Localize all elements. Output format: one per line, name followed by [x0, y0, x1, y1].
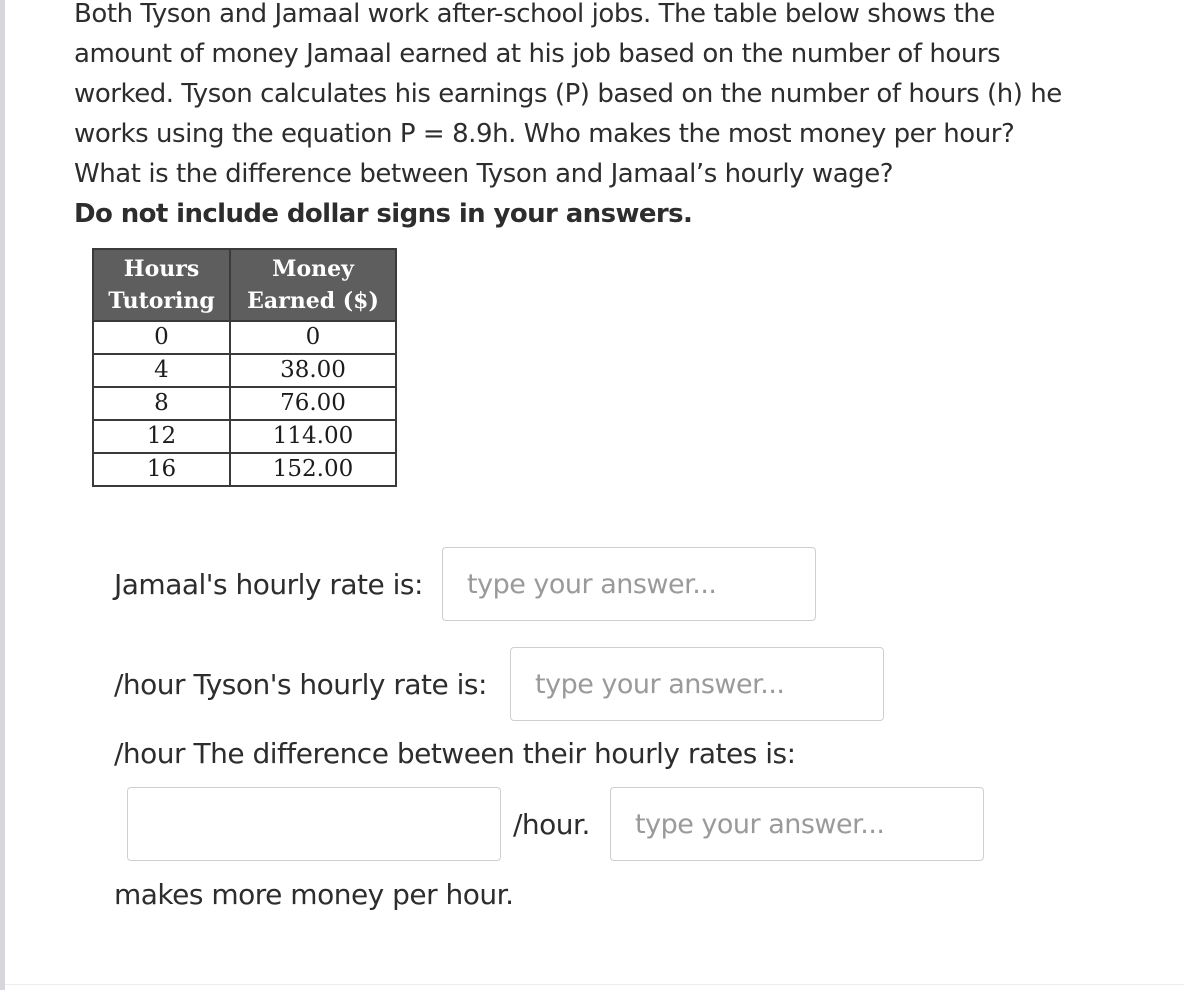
- difference-input[interactable]: [127, 787, 501, 861]
- difference-label: /hour The difference between their hourly rates is:: [114, 737, 796, 770]
- left-border: [0, 0, 5, 990]
- question-line-5: What is the difference between Tyson and Jamaal’s hourly wage?: [74, 159, 894, 189]
- header-hours-line-2: Tutoring: [108, 288, 215, 314]
- question-line-2: amount of money Jamaal earned at his job based on the number of hours: [74, 39, 1001, 69]
- table-row: [93, 420, 396, 453]
- question-line-3: worked. Tyson calculates his earnings (P) based on the number of hours (h) he: [74, 79, 1062, 109]
- header-money-line-1: Money: [272, 256, 354, 282]
- money-cell: 38.00: [230, 354, 396, 387]
- hours-cell: 8: [93, 387, 230, 420]
- table-row: [93, 354, 396, 387]
- question-line-1: Both Tyson and Jamaal work after-school jobs. The table below shows the: [74, 0, 995, 29]
- tyson-rate-input[interactable]: [510, 647, 884, 721]
- table-row: [93, 453, 396, 486]
- hours-cell: 0: [93, 321, 230, 354]
- tyson-rate-label: /hour Tyson's hourly rate is:: [114, 668, 487, 701]
- money-cell: 114.00: [230, 420, 396, 453]
- closing-text: makes more money per hour.: [114, 878, 514, 911]
- table-row: [93, 387, 396, 420]
- header-money-earned: [230, 249, 396, 321]
- who-earns-more-input[interactable]: [610, 787, 984, 861]
- table-header-row: [93, 249, 396, 321]
- header-hours-line-1: Hours: [123, 256, 200, 282]
- header-hours-tutoring: [93, 249, 230, 321]
- instruction-text: Do not include dollar signs in your answers.: [74, 199, 693, 229]
- header-money-line-2: Earned ($): [247, 288, 379, 314]
- earnings-table: [92, 248, 397, 487]
- hours-cell: 4: [93, 354, 230, 387]
- table-row: [93, 321, 396, 354]
- hours-cell: 16: [93, 453, 230, 486]
- question-prompt: [74, 0, 1164, 234]
- hour-suffix-label: /hour.: [513, 808, 590, 841]
- money-cell: 152.00: [230, 453, 396, 486]
- hours-cell: 12: [93, 420, 230, 453]
- jamaal-rate-input[interactable]: [442, 547, 816, 621]
- jamaal-rate-label: Jamaal's hourly rate is:: [114, 568, 423, 601]
- bottom-divider: [5, 984, 1184, 985]
- money-cell: 76.00: [230, 387, 396, 420]
- question-line-4: works using the equation P = 8.9h. Who makes the most money per hour?: [74, 119, 1015, 149]
- money-cell: 0: [230, 321, 396, 354]
